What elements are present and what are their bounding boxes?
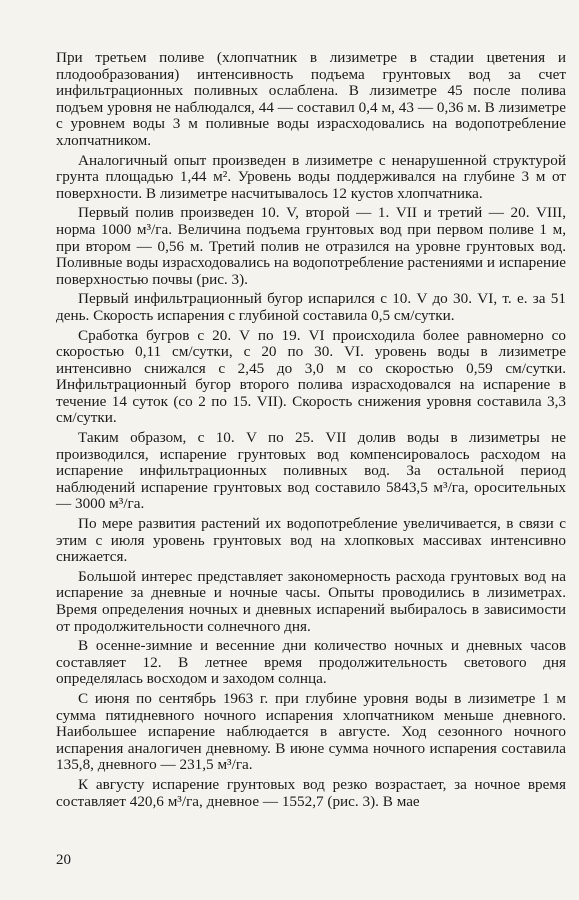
paragraph-5: Сработка бугров с 20. V по 19. VI происходила более равномерно со скоростью 0,11 см/сутки, с 20 по 30. VI. уровень воды в лизиметре интенсивно снижался с 2,45 до 3,0 м со скоростью 0,59 см/сутки. Инфильтрационный бугор второго полива израсходовался на испарение в течение 14 суток (со 2 по 15. VII). Скорость снижения уровня составила 3,3 см/сутки.: [56, 326, 566, 427]
paragraph-10: С июня по сентябрь 1963 г. при глубине уровня воды в лизиметре 1 м сумма пятидневного ночного испарения хлопчатником меньше дневного. Наибольшее испарение наблюдается в августе. Ход сезонного ночного испарения аналогичен дневному. В июне сумма ночного испарения составила 135,8, дневного — 231,5 м³/га.: [56, 689, 566, 774]
paragraph-6: Таким образом, с 10. V по 25. VII долив воды в лизиметры не производился, испарение грунтовых вод компенсировалось расходом на испарение инфильтрационных поливных вод. За остальной период наблюдений испарение грунтовых вод составило 5843,5 м³/га, оросительных — 3000 м³/га.: [56, 429, 566, 513]
paragraph-11: К августу испарение грунтовых вод резко возрастает, за ночное время составляет 420,6 м³/га, дневное — 1552,7 (рис. 3). В мае: [56, 775, 566, 810]
paragraph-7: По мере развития растений их водопотребление увеличивается, в связи с этим с июля уровень грунтовых вод на хлопковых массивах интенсивно снижается.: [56, 515, 566, 566]
paragraph-9: В осенне-зимние и весенние дни количество ночных и дневных часов составляет 12. В летнее время продолжительность светового дня определялась восходом и заходом солнца.: [56, 637, 566, 688]
paragraph-4: Первый инфильтрационный бугор испарился с 10. V до 30. VI, т. е. за 51 день. Скорость испарения с глубиной составила 0,5 см/сутки.: [56, 290, 566, 324]
paragraph-8: Большой интерес представляет закономерность расхода грунтовых вод на испарение за дневные и ночные часы. Опыты проводились в лизиметрах. Время определения ночных и дневных испарений выбиралось в зависимости от продолжительности солнечного дня.: [56, 567, 566, 635]
document-page: [56, 50, 566, 813]
paragraph-2: Аналогичный опыт произведен в лизиметре с ненарушенной структурой грунта площадью 1,44 м². Уровень воды поддерживался на глубине 3 м от поверхности. В лизиметре насчитывалось 12 кустов хлопчатника.: [56, 151, 566, 202]
paragraph-1: При третьем поливе (хлопчатник в лизиметре в стадии цветения и плодообразования) интенсивность подъема грунтовых вод за счет инфильтрационных поливных ослаблена. В лизиметре 45 после полива подъем уровня не наблюдался, 44 — составил 0,4 м, 43 — 0,36 м. В лизиметре с уровнем воды 3 м поливные воды израсходовались на водопотребление хлопчатником.: [56, 49, 566, 149]
page-number: 20: [56, 852, 71, 868]
paragraph-3: Первый полив произведен 10. V, второй — 1. VII и третий — 20. VIII, норма 1000 м³/га. Величина подъема грунтовых вод при первом поливе 1 м, при втором — 0,56 м. Третий полив не отразился на уровне грунтовых вод. Поливные воды израсходовались на водопотребление растениями и испарение поверхностью почвы (рис. 3).: [56, 204, 566, 288]
